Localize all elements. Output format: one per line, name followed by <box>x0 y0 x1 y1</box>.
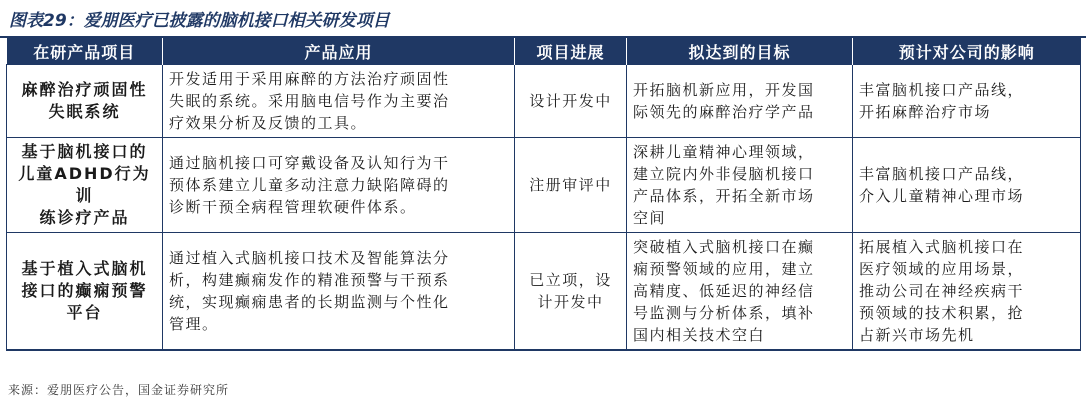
header-project: 在研产品项目 <box>7 38 163 65</box>
project-name-cell: 基于植入式脑机 接口的癫痫预警 平台 <box>7 233 163 351</box>
header-impact: 预计对公司的影响 <box>853 38 1081 65</box>
progress-cell: 已立项，设 计开发中 <box>515 233 627 351</box>
progress-cell: 设计开发中 <box>515 65 627 138</box>
header-progress: 项目进展 <box>515 38 627 65</box>
header-goal: 拟达到的目标 <box>627 38 853 65</box>
project-name-cell: 基于脑机接口的 儿童ADHD行为训 练诊疗产品 <box>7 138 163 233</box>
header-application: 产品应用 <box>163 38 515 65</box>
table-row <box>7 65 1081 138</box>
rd-projects-table <box>6 38 1081 351</box>
table-header-row <box>7 38 1081 65</box>
progress-cell: 注册审评中 <box>515 138 627 233</box>
goal-cell: 深耕儿童精神心理领域， 建立院内外非侵脑机接口 产品体系，开拓全新市场 空间 <box>627 138 853 233</box>
table-row <box>7 138 1081 233</box>
impact-cell: 丰富脑机接口产品线， 介入儿童精神心理市场 <box>853 138 1081 233</box>
source-note: 来源：爱朋医疗公告，国金证券研究所 <box>8 383 230 397</box>
impact-cell: 丰富脑机接口产品线， 开拓麻醉治疗市场 <box>853 65 1081 138</box>
application-cell: 通过植入式脑机接口技术及智能算法分 析，构建癫痫发作的精准预警与干预系 统，实现癫痫患者的长期监测与个性化 管理。 <box>163 233 515 351</box>
project-name-cell: 麻醉治疗顽固性 失眠系统 <box>7 65 163 138</box>
application-cell: 通过脑机接口可穿戴设备及认知行为干 预体系建立儿童多动注意力缺陷障碍的 诊断干预全病程管理软硬件体系。 <box>163 138 515 233</box>
table-row <box>7 233 1081 351</box>
goal-cell: 开拓脑机新应用，开发国 际领先的麻醉治疗学产品 <box>627 65 853 138</box>
figure-title: 图表29：爱朋医疗已披露的脑机接口相关研发项目 <box>9 11 390 31</box>
goal-cell: 突破植入式脑机接口在癫 痫预警领域的应用，建立 高精度、低延迟的神经信 号监测与分析体系，填补 国内相关技术空白 <box>627 233 853 351</box>
impact-cell: 拓展植入式脑机接口在 医疗领域的应用场景， 推动公司在神经疾病干 预领域的技术积累，抢 占新兴市场先机 <box>853 233 1081 351</box>
application-cell: 开发适用于采用麻醉的方法治疗顽固性 失眠的系统。采用脑电信号作为主要治 疗效果分析及反馈的工具。 <box>163 65 515 138</box>
